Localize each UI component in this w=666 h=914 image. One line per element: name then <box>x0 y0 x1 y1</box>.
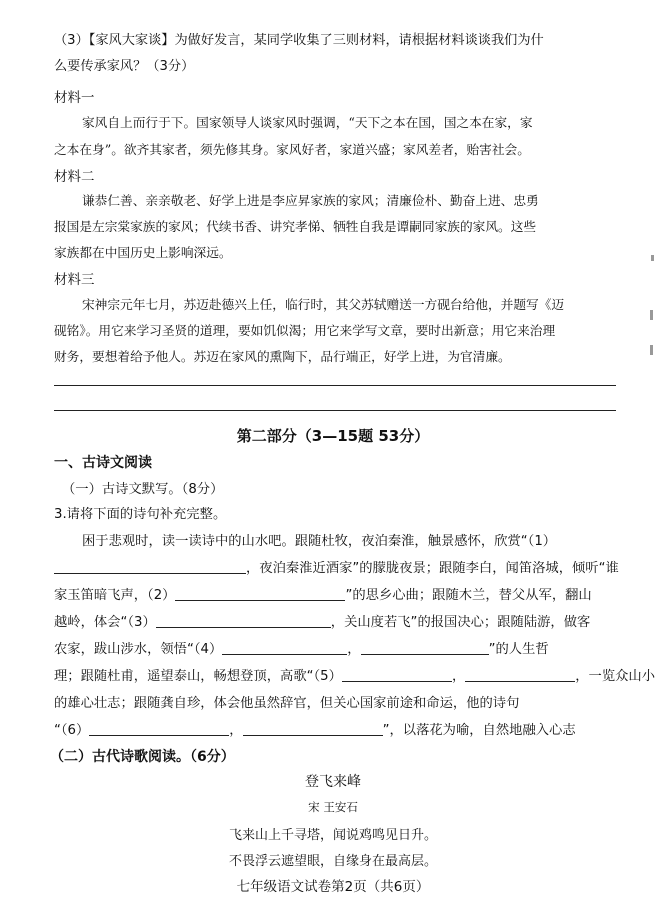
fill-line-4-text-b: ，关山度若飞”的报国决心；跟随陆游，做客 <box>330 615 591 630</box>
material-3-line-2: 砚铭》。用它来学习圣贤的道理，要如饥似渴；用它来学写文章，要时出新意；用它来治理 <box>54 323 556 338</box>
fill-line-7: 的雄心壮志；跟随龚自珍，体会他虽然辞官，但关心国家前途和命运，他的诗句 <box>54 696 520 711</box>
fill-line-3 <box>54 584 616 603</box>
scan-mark <box>651 255 654 261</box>
fill-line-1: 困于悲观时，读一读诗中的山水吧。跟随杜牧，夜泊秦淮，触景感怀，欣赏“（1） <box>82 534 557 549</box>
material-2-label: 材料二 <box>54 169 95 185</box>
fill-line-4 <box>54 611 616 630</box>
section-ancient-poetry-heading: 一、古诗文阅读 <box>54 455 152 471</box>
fill-line-8-text-a: “（6） <box>54 723 90 738</box>
material-2-line-1: 谦恭仁善、亲亲敬老、好学上进是李应昇家族的家风；清廉俭朴、勤奋上进、忠勇 <box>82 193 539 208</box>
material-3-line-1: 宋神宗元年七月，苏迈赴德兴上任，临行时，其父苏轼赠送一方砚台给他，并题写《迈 <box>82 297 565 312</box>
poem-line-1: 飞来山上千寻塔，闻说鸡鸣见日升。 <box>228 828 437 843</box>
fill-line-5-comma: ， <box>347 642 361 657</box>
poem-author: 宋 王安石 <box>308 800 358 814</box>
material-1-line-1: 家风自上而行于下。国家领导人谈家风时强调，“天下之本在国，国之本在家，家 <box>82 115 533 130</box>
fill-line-6 <box>54 665 656 684</box>
blank-4b[interactable] <box>361 640 489 655</box>
question-3-line-1: （3）【家风大家谈】为做好发言，某同学收集了三则材料，请根据材料谈谈我们为什 <box>54 33 544 48</box>
question-3-intro: 3.请将下面的诗句补充完整。 <box>54 507 227 522</box>
fill-line-3-text-a: 家玉笛暗飞声，（2） <box>54 588 176 603</box>
blank-2[interactable] <box>175 586 345 601</box>
subsection-poetry-reading-heading: （二）古代诗歌阅读。（6分） <box>50 749 235 765</box>
answer-line-1[interactable] <box>54 385 616 386</box>
fill-line-4-text-a: 越岭，体会“（3） <box>54 615 156 630</box>
fill-line-6-comma: ， <box>451 669 466 684</box>
fill-line-2-text: ，夜泊秦淮近酒家”的朦胧夜景；跟随李白，闻笛洛城，倾听“谁 <box>246 561 619 576</box>
material-1-line-2: 之本在身”。欲齐其家者，须先修其身。家风好者，家道兴盛；家风差者，贻害社会。 <box>54 142 530 157</box>
blank-3[interactable] <box>156 613 331 628</box>
answer-line-2[interactable] <box>54 410 616 411</box>
fill-line-5-text-c: ”的人生哲 <box>488 642 549 657</box>
fill-line-2 <box>54 557 619 576</box>
fill-line-5-text-a: 农家，跋山涉水，领悟“（4） <box>54 642 223 657</box>
fill-line-8 <box>54 719 616 738</box>
fill-line-6-text-c: ，一览众山小 <box>575 669 656 684</box>
fill-line-8-comma: ， <box>229 723 243 738</box>
material-3-line-3: 财务，要想着给予他人。苏迈在家风的熏陶下，品行端正，好学上进，为官清廉。 <box>54 349 511 364</box>
fill-line-3-text-b: ”的思乡心曲；跟随木兰，替父从军，翻山 <box>345 588 592 603</box>
fill-line-6-text-a: 理；跟随杜甫，遥望泰山，畅想登顶，高歌“（5） <box>54 669 342 684</box>
material-3-label: 材料三 <box>54 272 95 288</box>
blank-5b[interactable] <box>465 667 575 682</box>
material-1-label: 材料一 <box>54 90 95 106</box>
blank-1[interactable] <box>54 559 246 574</box>
blank-4a[interactable] <box>222 640 347 655</box>
page-footer: 七年级语文试卷第2页（共6页） <box>236 879 430 895</box>
scan-mark <box>650 310 653 320</box>
material-2-line-2: 报国是左宗棠家族的家风；代续书香、讲究孝悌、牺牲自我是谭嗣同家族的家风。这些 <box>54 219 537 234</box>
fill-line-5 <box>54 638 616 657</box>
poem-line-2: 不畏浮云遮望眼，自缘身在最高层。 <box>228 854 437 869</box>
poem-title: 登飞来峰 <box>305 774 361 790</box>
question-3-line-2: 么要传承家风？（3分） <box>54 59 195 74</box>
blank-6a[interactable] <box>89 721 229 736</box>
part-2-title: 第二部分（3—15题 53分） <box>236 427 430 445</box>
scan-mark <box>650 345 653 355</box>
material-2-line-3: 家族都在中国历史上影响深远。 <box>54 245 232 260</box>
fill-line-8-text-c: ”，以落花为喻，自然地融入心志 <box>382 723 576 738</box>
subsection-dictation-heading: （一）古诗文默写。（8分） <box>62 482 224 497</box>
blank-6b[interactable] <box>243 721 383 736</box>
blank-5a[interactable] <box>342 667 452 682</box>
